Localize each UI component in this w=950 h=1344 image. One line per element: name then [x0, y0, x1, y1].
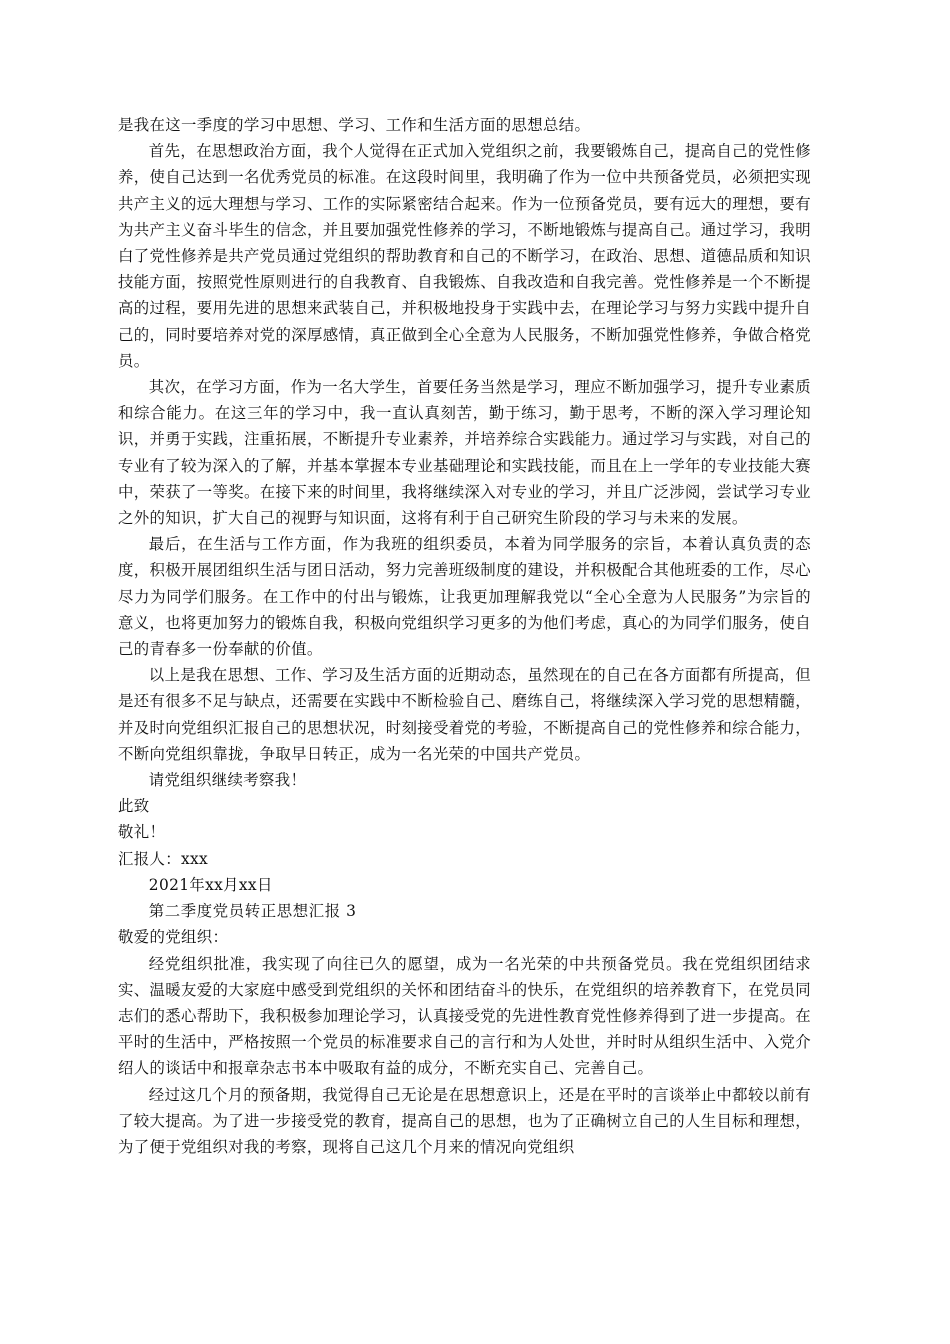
closing-request: 请党组织继续考察我！ — [148, 771, 307, 790]
paragraph-continuation: 是我在这一季度的学习中思想、学习、工作和生活方面的思想总结。 — [118, 116, 591, 134]
paragraph-probation: 经过这几个月的预备期，我觉得自己无论是在思想意识上，还是在平时的言谈举止中都较以前有了较大提高。为了进一步接受党的教育，提高自己的思想，也为了正确树立自己的人生目标和理想，为了便于党组织对我的考察，现将自己这几个月来的情况向党组织 — [118, 1085, 811, 1156]
salutation-jingli: 敬礼！ — [118, 823, 166, 842]
paragraph-politics: 首先，在思想政治方面，我个人觉得在正式加入党组织之前，我要锻炼自己，提高自己的党性修养，使自己达到一名优秀党员的标准。在这段时间里，我明确了作为一位中共预备党员，必须把实现共产主义的远大理想与学习、工作的实际紧密结合起来。作为一位预备党员，要有远大的理想，要有为共产主义奋斗毕生的信念，并且要加强党性修养的学习，不断地锻炼与提高自己。通过学习，我明白了党性修养是共产党员通过党组织的帮助教育和自己的不断学习，在政治、思想、道德品质和知识技能方面，按照党性原则进行的自我教育、自我锻炼、自我改造和自我完善。党性修养是一个不断提高的过程，要用先进的思想来武装自己，并积极地投身于实践中去，在理论学习与努力实践中提升自己的，同时要培养对党的深厚感情，真正做到全心全意为人民服务，不断加强党性修养，争做合格党员。 — [118, 142, 811, 370]
paragraph-summary: 以上是我在思想、工作、学习及生活方面的近期动态，虽然现在的自己在各方面都有所提高，但是还有很多不足与缺点，还需要在实践中不断检验自己、磨练自己，将继续深入学习党的思想精髓，并及时向党组织汇报自己的思想状况，时刻接受着党的考验，不断提高自己的党性修养和综合能力，不断向党组织靠拢，争取早日转正，成为一名光荣的中国共产党员。 — [118, 666, 811, 763]
paragraph-study: 其次，在学习方面，作为一名大学生，首要任务当然是学习，理应不断加强学习，提升专业素质和综合能力。在这三年的学习中，我一直认真刻苦，勤于练习，勤于思考，不断的深入学习理论知识，并勇于实践，注重拓展，不断提升专业素养，并培养综合实践能力。通过学习与实践，对自己的专业有了较为深入的了解，并基本掌握本专业基础理论和实践技能，而且在上一学年的专业技能大赛中，荣获了一等奖。在接下来的时间里，我将继续深入对专业的学习，并且广泛涉阅，尝试学习专业之外的知识，扩大自己的视野与知识面，这将有利于自己研究生阶段的学习与未来的发展。 — [118, 378, 811, 528]
salutation-cizhi: 此致 — [118, 797, 150, 816]
greeting-line: 敬爱的党组织： — [118, 928, 229, 947]
section-title: 第二季度党员转正思想汇报 3 — [148, 902, 357, 921]
date-line: 2021年xx月xx日 — [148, 875, 273, 894]
reporter-line: 汇报人：xxx — [118, 849, 209, 868]
document-page — [118, 112, 811, 1160]
paragraph-approval: 经党组织批准，我实现了向往已久的愿望，成为一名光荣的中共预备党员。我在党组织团结求实、温暖友爱的大家庭中感受到党组织的关怀和团结奋斗的快乐，在党组织的培养教育下，在党员同志们的悉心帮助下，我积极参加理论学习，认真接受党的先进性教育党性修养得到了进一步提高。在平时的生活中，严格按照一个党员的标准要求自己的言行和为人处世，并时时从组织生活中、入党介绍人的谈话中和报章杂志书本中吸取有益的成分，不断充实自己、完善自己。 — [118, 954, 811, 1078]
paragraph-work-life: 最后，在生活与工作方面，作为我班的组织委员，本着为同学服务的宗旨，本着认真负责的态度，积极开展团组织生活与团日活动，努力完善班级制度的建设，并积极配合其他班委的工作，尽心尽力为同学们服务。在工作中的付出与锻炼，让我更加理解我党以“全心全意为人民服务”为宗旨的意义，也将更加努力的锻炼自我，积极向党组织学习更多的为他们考虑，真心的为同学们服务，使自己的青春多一份奉献的价值。 — [118, 535, 811, 659]
